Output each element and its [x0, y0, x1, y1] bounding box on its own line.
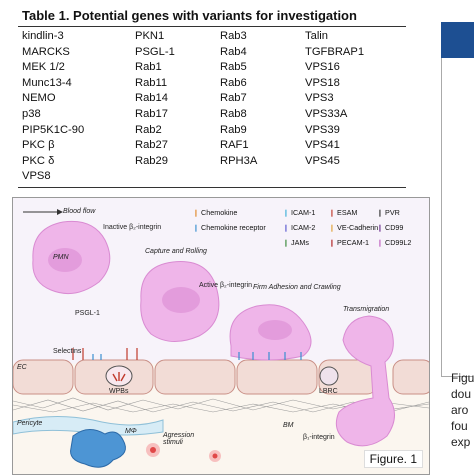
legend-item [377, 238, 411, 247]
table-grid [18, 27, 406, 187]
table-cell: VPS8 [22, 170, 51, 183]
legend-marker-icon: ❙ [329, 223, 338, 232]
endothelial-layer [13, 360, 429, 394]
legend-marker-icon: ❙ [193, 223, 202, 232]
caption-line: aro [451, 403, 469, 417]
legend-item [193, 223, 266, 232]
table-cell: PIP5K1C-90 [22, 123, 85, 136]
active-integrin-label: Active β₂-integrin [199, 282, 253, 289]
table-cell: VPS16 [305, 61, 340, 74]
table-cell: VPS3 [305, 92, 334, 105]
figure-number: Figure. 1 [364, 450, 423, 468]
table-cell: Munc13-4 [22, 76, 72, 89]
panel-header-bar [441, 22, 474, 58]
legend-item [329, 238, 369, 247]
caption-line: dou [451, 387, 472, 401]
caption-line: fou [451, 419, 468, 433]
table-cell: PKN1 [135, 30, 165, 42]
legend-marker-icon: ❙ [329, 208, 338, 217]
table-cell: VPS45 [305, 154, 340, 167]
legend-item [283, 223, 315, 232]
legend-label: ESAM [337, 208, 358, 217]
blood-flow-label: Blood flow [63, 208, 96, 215]
table-cell: Rab6 [220, 76, 247, 89]
lbrc-vesicle [320, 367, 338, 385]
table-cell: Talin [305, 30, 329, 42]
table-cell: NEMO [22, 92, 56, 105]
table-cell: p38 [22, 107, 41, 120]
leukocyte-recruitment-figure [12, 197, 430, 475]
table-cell [220, 169, 305, 185]
firm-adhesion-label: Firm Adhesion and Crawling [253, 284, 341, 291]
table-cell: Rab8 [220, 107, 247, 120]
endothelial-cell [393, 360, 429, 394]
table-cell: Rab9 [220, 123, 247, 136]
selectin-markers [73, 348, 137, 360]
table-cell: Rab1 [135, 61, 162, 74]
pericyte-label: Pericyte [17, 420, 43, 427]
table-cell: VPS39 [305, 123, 340, 136]
legend-label: PECAM-1 [337, 238, 369, 247]
table-cell [305, 169, 410, 185]
caption-line: Figu [451, 371, 474, 385]
table-cell [135, 169, 220, 185]
legend-marker-icon: ❙ [193, 208, 202, 217]
table-cell: Rab7 [220, 92, 247, 105]
table-cell: MARCKS [22, 45, 70, 58]
table-cell: PSGL-1 [135, 45, 175, 58]
table-cell: Rab27 [135, 139, 168, 152]
table-cell: Rab17 [135, 107, 168, 120]
table-cell: Rab3 [220, 30, 247, 42]
table-cell: VPS18 [305, 76, 340, 89]
legend-marker-icon: ❙ [377, 208, 386, 217]
endothelial-cell [237, 360, 317, 394]
stimulus-dot [150, 447, 156, 453]
legend-item [283, 238, 309, 247]
bm-label: BM [283, 422, 294, 429]
legend-marker-icon: ❙ [283, 238, 292, 247]
adhesion-nucleus [258, 320, 292, 340]
table-cell: Rab11 [135, 76, 168, 89]
legend-marker-icon: ❙ [283, 208, 292, 217]
legend-item [283, 208, 315, 217]
table-title: Table 1. Potential genes with variants for investigation [22, 8, 357, 23]
table-cell: Rab29 [135, 154, 168, 167]
capture-label: Capture and Rolling [145, 248, 207, 255]
legend-label: PVR [385, 208, 400, 217]
legend-marker-icon: ❙ [377, 238, 386, 247]
rolling-nucleus [162, 287, 200, 313]
table-cell: RPH3A [220, 154, 258, 167]
psgl1-label: PSGL-1 [75, 310, 100, 317]
legend-label: ICAM-1 [291, 208, 316, 217]
table-cell: Rab14 [135, 92, 168, 105]
table-cell: Rab2 [135, 123, 162, 136]
table-bottom-rule [18, 187, 406, 188]
stimulus-dot [213, 454, 218, 459]
transmigration-label: Transmigration [343, 306, 390, 313]
inactive-integrin-label: Inactive β₂-integrin [103, 224, 162, 231]
macrophage-label: MΦ [125, 428, 137, 435]
table-cell: VPS41 [305, 139, 340, 152]
agression-label: Agression stimuli [163, 432, 195, 446]
legend-label: CD99 [385, 223, 404, 232]
macrophage [71, 429, 126, 467]
ec-label: EC [17, 364, 27, 371]
b1-integrin-label: β₁-integrin [303, 434, 335, 441]
caption-line: exp [451, 435, 471, 449]
legend-item [377, 208, 400, 217]
right-panel [441, 8, 474, 474]
legend-item [329, 208, 357, 217]
table-cell: TGFBRAP1 [305, 45, 365, 58]
table-cell: kindlin-3 [22, 30, 64, 42]
legend-item [329, 223, 378, 232]
legend-marker-icon: ❙ [283, 223, 292, 232]
legend-label: Chemokine receptor [201, 223, 266, 232]
legend-item [377, 223, 403, 232]
lbrc-label: LBRC [319, 388, 338, 395]
legend-label: VE-Cadherin [337, 223, 379, 232]
legend-item [193, 208, 237, 217]
table-cell: PKC δ [22, 154, 55, 167]
pmn-label: PMN [53, 254, 69, 261]
selectins-label: Selectins [53, 348, 82, 355]
endothelial-cell [155, 360, 235, 394]
legend-label: JAMs [291, 238, 309, 247]
table-cell: RAF1 [220, 139, 249, 152]
table-cell: Rab4 [220, 45, 247, 58]
legend-label: ICAM-2 [291, 223, 316, 232]
legend-label: CD99L2 [385, 238, 412, 247]
table-cell: VPS33A [305, 107, 348, 120]
table-cell: MEK 1/2 [22, 61, 65, 74]
table-cell: PKC β [22, 139, 55, 152]
panel-frame [441, 58, 473, 377]
legend-marker-icon: ❙ [329, 238, 338, 247]
table-cell: Rab5 [220, 61, 247, 74]
legend-marker-icon: ❙ [377, 223, 386, 232]
legend-label: Chemokine [201, 208, 238, 217]
wpbs-label: WPBs [109, 388, 129, 395]
caption-fragment [451, 370, 474, 450]
gene-table [18, 8, 406, 188]
